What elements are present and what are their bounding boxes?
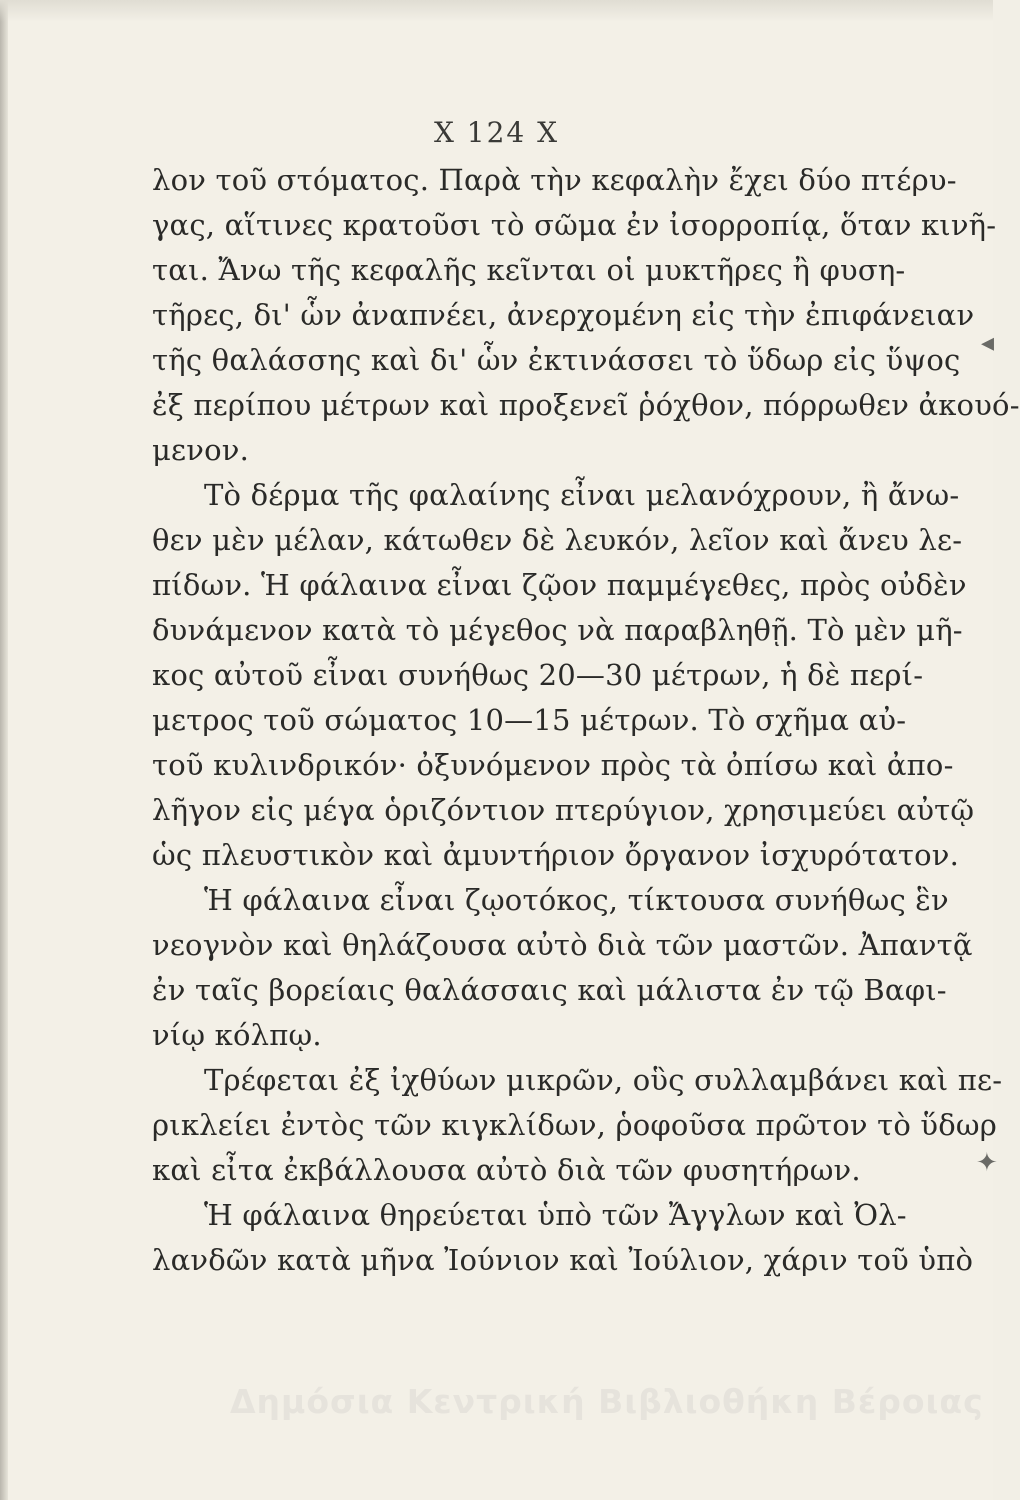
text-line: τοῦ κυλινδρικόν· ὀξυνόμενον πρὸς τὰ ὀπίσω καὶ ἀπο-	[152, 748, 954, 782]
text-line: γας, αἵτινες κρατοῦσι τὸ σῶμα ἐν ἰσορροπίᾳ, ὅταν κινῆ-	[152, 208, 997, 242]
body-text	[152, 158, 1020, 1283]
margin-arrow-icon: ◂	[981, 328, 995, 358]
text-line: καὶ εἶτα ἐκβάλλουσα αὐτὸ διὰ τῶν φυσητήρων.	[152, 1153, 861, 1187]
text-line: ἐξ περίπου μέτρων καὶ προξενεῖ ῥόχθον, πόρρωθεν ἀκουό-	[152, 388, 1020, 422]
text-line: κος αὐτοῦ εἶναι συνήθως 20—30 μέτρων, ἡ δὲ περί-	[152, 658, 924, 692]
page-binding-edge	[0, 0, 8, 1500]
text-line: νεογνὸν καὶ θηλάζουσα αὐτὸ διὰ τῶν μαστῶν. Ἀπαντᾷ	[152, 928, 973, 962]
text-line: θεν μὲν μέλαν, κάτωθεν δὲ λευκόν, λεῖον καὶ ἄνευ λε-	[152, 523, 963, 557]
text-line: ἐν ταῖς βορείαις θαλάσσαις καὶ μάλιστα ἐν τῷ Βαφι-	[152, 973, 947, 1007]
text-line: Ἡ φάλαινα θηρεύεται ὑπὸ τῶν Ἄγγλων καὶ Ὀλ-	[204, 1198, 907, 1232]
text-line: λῆγον εἰς μέγα ὁριζόντιον πτερύγιον, χρησιμεύει αὐτῷ	[152, 793, 975, 827]
text-line: λανδῶν κατὰ μῆνα Ἰούνιον καὶ Ἰούλιον, χάριν τοῦ ὑπὸ	[152, 1243, 974, 1277]
text-line: λον τοῦ στόματος. Παρὰ τὴν κεφαλὴν ἔχει δύο πτέρυ-	[152, 163, 957, 197]
page-top-shadow	[0, 0, 993, 22]
text-line: ται. Ἄνω τῆς κεφαλῆς κεῖνται οἱ μυκτῆρες ἢ φυση-	[152, 253, 906, 287]
text-line: πίδων. Ἡ φάλαινα εἶναι ζῷον παμμέγεθες, πρὸς οὐδὲν	[152, 568, 967, 602]
text-line: ὡς πλευστικὸν καὶ ἀμυντήριον ὄργανον ἰσχυρότατον.	[152, 838, 959, 872]
library-watermark: Δημόσια Κεντρική Βιβλιοθήκη Βέροιας	[230, 1382, 984, 1421]
text-line: ρικλείει ἐντὸς τῶν κιγκλίδων, ῥοφοῦσα πρῶτον τὸ ὕδωρ	[152, 1108, 998, 1142]
text-line: μετρος τοῦ σώματος 10—15 μέτρων. Τὸ σχῆμα αὐ-	[152, 703, 907, 737]
page-number-header: X 124 X	[433, 116, 560, 149]
text-line: Τὸ δέρμα τῆς φαλαίνης εἶναι μελανόχρουν, ἢ ἄνω-	[204, 478, 960, 512]
text-line: Τρέφεται ἐξ ἰχθύων μικρῶν, οὓς συλλαμβάνει καὶ πε-	[204, 1063, 1003, 1097]
text-line: Ἡ φάλαινα εἶναι ζῳοτόκος, τίκτουσα συνήθως ἓν	[204, 883, 949, 917]
text-line: τῆς θαλάσσης καὶ δι' ὧν ἐκτινάσσει τὸ ὕδωρ εἰς ὕψος	[152, 343, 961, 377]
text-line: μενον.	[152, 433, 250, 467]
text-line: δυνάμενον κατὰ τὸ μέγεθος νὰ παραβληθῇ. Τὸ μὲν μῆ-	[152, 613, 963, 647]
text-line: νίῳ κόλπῳ.	[152, 1018, 322, 1052]
text-line: τῆρες, δι' ὧν ἀναπνέει, ἀνερχομένη εἰς τὴν ἐπιφάνειαν	[152, 298, 975, 332]
margin-cross-icon: ✦	[976, 1148, 998, 1178]
